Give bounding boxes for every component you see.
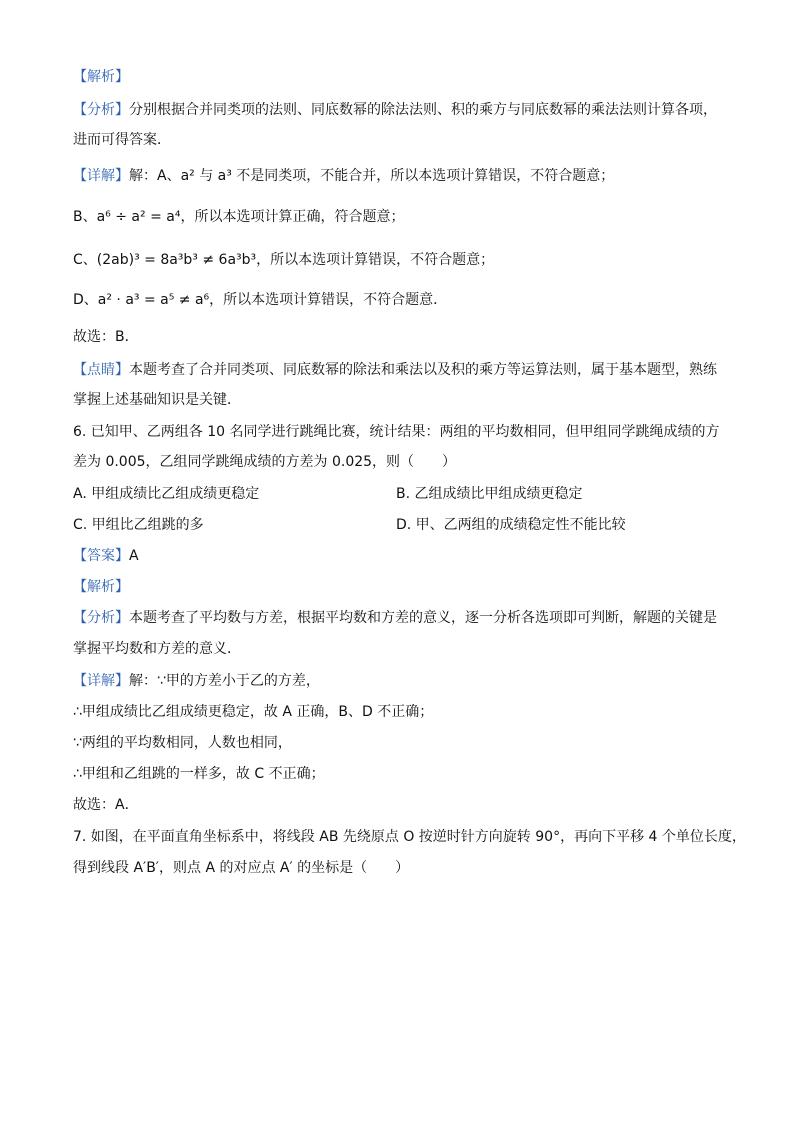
q5-xiangjie-line-a (73, 167, 614, 185)
q6-option-b: B. 乙组成绩比甲组成绩更稳定 (396, 486, 583, 502)
q5-dianjing-text-1: 本题考查了合并同类项、同底数幂的除法和乘法以及积的乘方等运算法则，属于基本题型，熟练 (129, 362, 717, 378)
q6-answer-line: 故选：A． (73, 797, 139, 813)
q6-xiangjie-line-2: ∴甲组成绩比乙组成绩更稳定，故 A 正确，B、D 不正确； (73, 704, 434, 720)
q6-option-a: A. 甲组成绩比乙组成绩更稳定 (73, 486, 260, 502)
q5-xiangjie-line-b: B、a⁶ ÷ a² = a⁴，所以本选项计算正确，符合题意； (73, 209, 405, 225)
q5-xiangjie-line-d: D、a² · a³ = a⁵ ≠ a⁶，所以本选项计算错误，不符合题意． (73, 292, 448, 308)
q5-xiangjie-tag: 【详解】 (73, 168, 129, 184)
q6-xiangjie-tag: 【详解】 (73, 673, 129, 689)
q6-xiangjie-line-4: ∴甲组和乙组跳的一样多，故 C 不正确； (73, 766, 325, 782)
q6-option-d: D. 甲、乙两组的成绩稳定性不能比较 (396, 517, 626, 533)
q5-xiangjie-line-c: C、(2ab)³ = 8a³b³ ≠ 6a³b³，所以本选项计算错误，不符合题意； (73, 252, 495, 268)
q6-xiangjie-line-3: ∵两组的平均数相同，人数也相同， (73, 735, 292, 751)
q5-fenxi-tag: 【分析】 (73, 102, 129, 118)
q7-stem-line-1: 7. 如图，在平面直角坐标系中，将线段 AB 先绕原点 O 按逆时针方向旋转 90°，再向下平移 4 个单位长度， (73, 829, 746, 845)
q6-answer-tag: 【答案】 (73, 548, 129, 564)
q6-answer-line (73, 547, 139, 565)
q6-fenxi-line-1 (73, 609, 717, 627)
q6-fenxi-text-1: 本题考查了平均数与方差，根据平均数和方差的意义，逐一分析各选项即可判断，解题的关键是 (129, 610, 717, 626)
q6-xiangjie-line-1 (73, 672, 320, 690)
q5-jiexi-heading: 【解析】 (73, 69, 129, 85)
q6-stem-line-2: 差为 0.005，乙组同学跳绳成绩的方差为 0.025，则（ ） (73, 454, 457, 470)
q6-fenxi-line-2: 掌握平均数和方差的意义． (73, 641, 241, 657)
q5-dianjing-tag: 【点睛】 (73, 362, 129, 378)
q6-xiangjie-text-1: 解：∵甲的方差小于乙的方差， (129, 673, 320, 689)
q5-fenxi-line-2: 进而可得答案． (73, 132, 171, 148)
q5-dianjing-line-2: 掌握上述基础知识是关键． (73, 392, 241, 408)
q5-fenxi-text-1: 分别根据合并同类项的法则、同底数幂的除法法则、积的乘方与同底数幂的乘法法则计算各项， (129, 102, 717, 118)
q6-jiexi-heading: 【解析】 (73, 579, 129, 595)
q6-stem-line-1: 6. 已知甲、乙两组各 10 名同学进行跳绳比赛，统计结果：两组的平均数相同，但甲组同学跳绳成绩的方 (73, 424, 720, 440)
q6-answer-value: A (129, 548, 139, 564)
q5-xiangjie-a-text: 解：A、a² 与 a³ 不是同类项，不能合并，所以本选项计算错误，不符合题意； (129, 168, 615, 184)
q5-dianjing-line-1 (73, 361, 717, 379)
q5-answer-line: 故选：B． (73, 329, 139, 345)
q6-fenxi-tag: 【分析】 (73, 610, 129, 626)
q6-option-c: C. 甲组比乙组跳的多 (73, 517, 204, 533)
q7-stem-line-2: 得到线段 A′B′，则点 A 的对应点 A′ 的坐标是（ ） (73, 860, 410, 876)
q5-fenxi-line-1 (73, 101, 717, 119)
